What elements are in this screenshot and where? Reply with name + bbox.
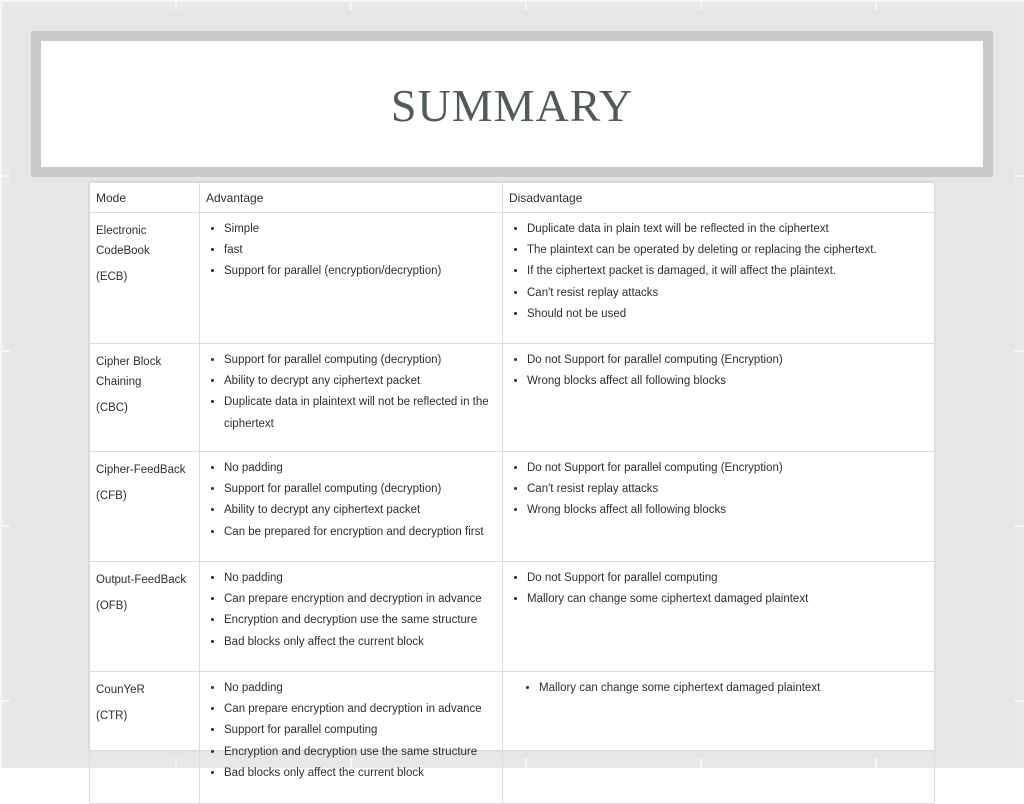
mode-name-line: CounYeR — [96, 684, 145, 696]
mode-name-line: Electronic — [96, 225, 147, 237]
summary-table — [89, 182, 935, 804]
list-item: • No padding — [224, 568, 494, 589]
list-item: • The plaintext can be operated by deleting or replacing the ciphertext. — [527, 240, 926, 261]
summary-table-image — [89, 182, 934, 779]
header-mode: Mode — [90, 183, 200, 213]
header-advantage: Advantage — [200, 183, 503, 213]
list-item: • fast — [224, 240, 494, 261]
disadvantages-list — [511, 458, 926, 522]
disadvantages-list — [511, 350, 926, 392]
advantages-cell — [200, 452, 503, 562]
table-row-ofb — [90, 562, 935, 672]
disadvantages-cell — [503, 213, 935, 344]
table-row-ecb — [90, 213, 935, 344]
table-row-ctr — [90, 672, 935, 804]
mode-code: (OFB) — [96, 600, 128, 612]
table-header-row — [90, 183, 935, 213]
mode-name-line: Chaining — [96, 376, 142, 388]
mode-name-line: Output-FeedBack — [96, 574, 187, 586]
disadvantages-cell — [503, 672, 935, 804]
advantages-cell — [200, 344, 503, 452]
list-item: • Do not Support for parallel computing (Encryption) — [527, 458, 926, 479]
disadvantages-cell — [503, 562, 935, 672]
list-item: • Wrong blocks affect all following blocks — [527, 371, 926, 392]
disadvantages-cell — [503, 452, 935, 562]
mode-cell — [90, 452, 200, 562]
list-item: • Should not be used — [527, 304, 926, 325]
list-item: • Can't resist replay attacks — [527, 283, 926, 304]
list-item: • Bad blocks only affect the current block — [224, 632, 494, 653]
list-item: • Do not Support for parallel computing (Encryption) — [527, 350, 926, 371]
mode-cell — [90, 213, 200, 344]
title-panel — [41, 41, 983, 167]
list-item: • Encryption and decryption use the same structure — [224, 742, 494, 763]
list-item: • Can't resist replay attacks — [527, 479, 926, 500]
mode-cell — [90, 672, 200, 804]
disadvantages-list — [511, 678, 926, 699]
list-item: • Mallory can change some ciphertext damaged plaintext — [539, 678, 926, 699]
mode-cell — [90, 562, 200, 672]
mode-name-line: CodeBook — [96, 245, 150, 257]
list-item: • Duplicate data in plaintext will not be reflected in the ciphertext — [224, 392, 494, 434]
advantages-list — [208, 678, 494, 784]
list-item: • Encryption and decryption use the same structure — [224, 610, 494, 631]
list-item: • Ability to decrypt any ciphertext packet — [224, 371, 494, 392]
title-box — [31, 31, 993, 177]
advantages-list — [208, 568, 494, 653]
disadvantages-cell — [503, 344, 935, 452]
advantages-list — [208, 219, 494, 283]
list-item: • Simple — [224, 219, 494, 240]
list-item: • Do not Support for parallel computing — [527, 568, 926, 589]
header-disadvantage: Disadvantage — [503, 183, 935, 213]
advantages-cell — [200, 213, 503, 344]
list-item: • Mallory can change some ciphertext damaged plaintext — [527, 589, 926, 610]
advantages-cell — [200, 562, 503, 672]
table-row-cfb — [90, 452, 935, 562]
mode-code: (ECB) — [96, 271, 128, 283]
disadvantages-list — [511, 219, 926, 325]
list-item: • No padding — [224, 458, 494, 479]
mode-cell — [90, 344, 200, 452]
advantages-list — [208, 458, 494, 543]
list-item: • If the ciphertext packet is damaged, it will affect the plaintext. — [527, 261, 926, 282]
mode-name-line: Cipher Block — [96, 356, 162, 368]
disadvantages-list — [511, 568, 926, 610]
table-row-cbc — [90, 344, 935, 452]
list-item: • Ability to decrypt any ciphertext packet — [224, 500, 494, 521]
list-item: • Support for parallel computing — [224, 720, 494, 741]
mode-code: (CFB) — [96, 490, 127, 502]
mode-name-line: Cipher-FeedBack — [96, 464, 186, 476]
list-item: • Duplicate data in plain text will be reflected in the ciphertext — [527, 219, 926, 240]
list-item: • Support for parallel computing (decryption) — [224, 479, 494, 500]
list-item: • No padding — [224, 678, 494, 699]
list-item: • Support for parallel (encryption/decryption) — [224, 261, 494, 282]
list-item: • Support for parallel computing (decryption) — [224, 350, 494, 371]
list-item: • Can prepare encryption and decryption in advance — [224, 699, 494, 720]
list-item: • Can be prepared for encryption and decryption first — [224, 522, 494, 543]
advantages-list — [208, 350, 494, 435]
list-item: • Wrong blocks affect all following blocks — [527, 500, 926, 521]
mode-code: (CBC) — [96, 402, 128, 414]
list-item: • Bad blocks only affect the current block — [224, 763, 494, 784]
list-item: • Can prepare encryption and decryption in advance — [224, 589, 494, 610]
slide-title: SUMMARY — [390, 79, 634, 131]
mode-code: (CTR) — [96, 710, 128, 722]
advantages-cell — [200, 672, 503, 804]
